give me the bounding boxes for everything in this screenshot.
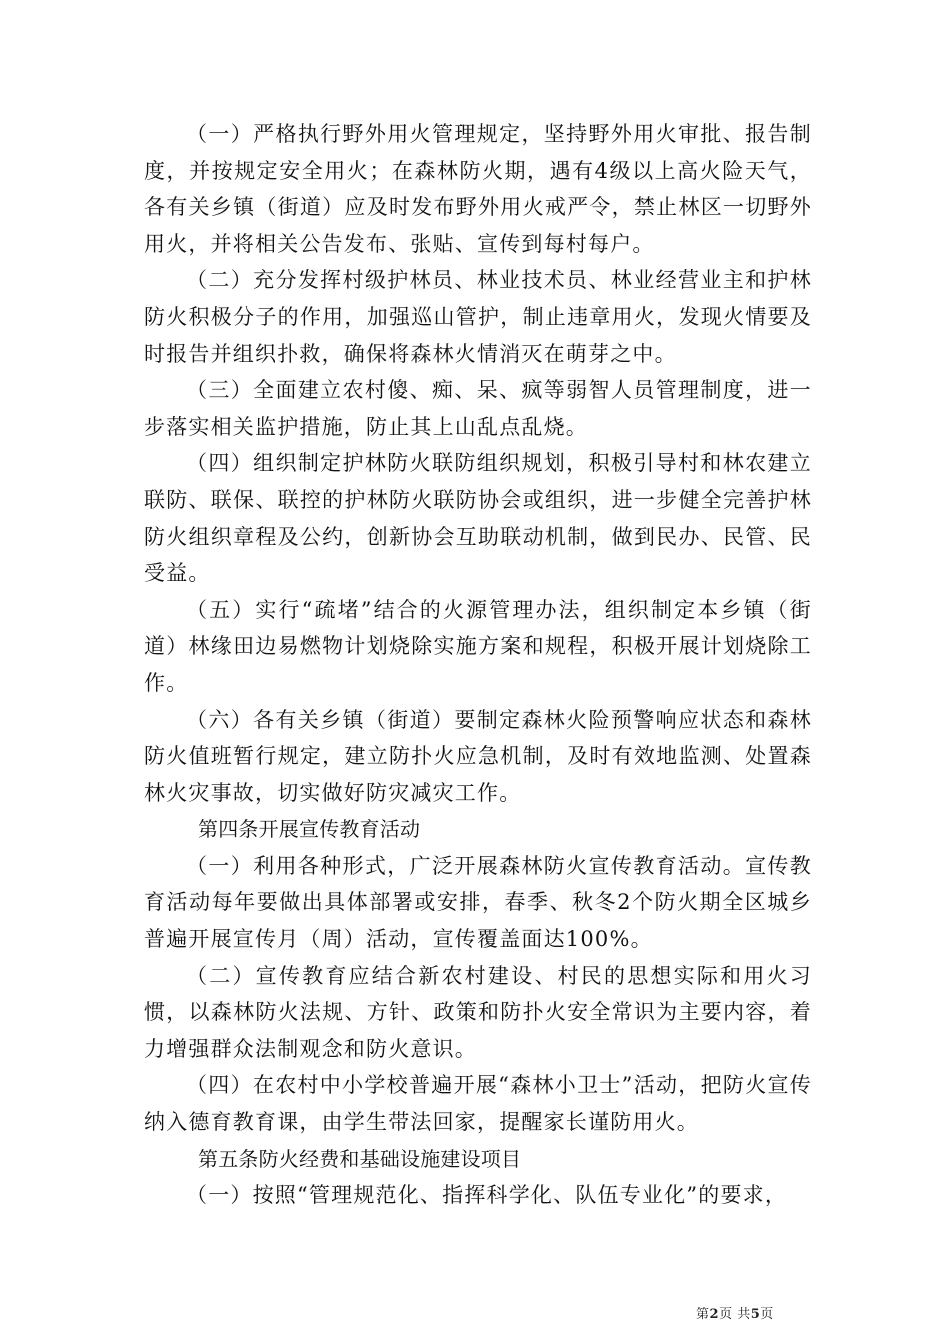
current-page-number: 2 [709, 1307, 720, 1322]
paragraph-joint-defense: （四）组织制定护林防火联防组织规划，积极引导村和林农建立联防、联保、联控的护林防火联防协会或组织，进一步健全完善护林防火组织章程及公约，创新协会互助联动机制，做到民办、民管、民受益。 [144, 451, 812, 586]
paragraph-fire-source-management: （五）实行“疏堵”结合的火源管理办法，组织制定本乡镇（街道）林缘田边易燃物计划烧除实施方案和规程，积极开展计划烧除工作。 [144, 597, 812, 695]
paragraph-guardianship: （三）全面建立农村傻、痴、呆、疯等弱智人员管理制度，进一步落实相关监护措施，防止其上山乱点乱烧。 [144, 378, 812, 439]
paragraph-school-program: （四）在农村中小学校普遍开展“森林小卫士”活动，把防火宣传纳入德育教育课，由学生带法回家，提醒家长谨防用火。 [144, 1073, 812, 1135]
section-heading-article-4: 第四条开展宣传教育活动 [198, 817, 421, 842]
section-heading-article-5: 第五条防火经费和基础设施建设项目 [198, 1146, 522, 1171]
paragraph-infrastructure-requirements: （一）按照“管理规范化、指挥科学化、队伍专业化”的要求， [186, 1183, 788, 1208]
footer-middle: 页 共 [719, 1307, 751, 1322]
footer-prefix: 第 [696, 1307, 710, 1322]
paragraph-fire-use-rules: （一）严格执行野外用火管理规定，坚持野外用火审批、报告制度，并按规定安全用火；在森林防火期，遇有4级以上高火险天气，各有关乡镇（街道）应及时发布野外用火戒严令，禁止林区一切野外用火，并将相关公告发布、张贴、宣传到每村每户。 [144, 122, 812, 256]
paragraph-forest-rangers: （二）充分发挥村级护林员、林业技术员、林业经营业主和护林防火积极分子的作用，加强巡山管护，制止违章用火，发现火情要及时报告并组织扑救，确保将森林火情消灭在萌芽之中。 [144, 268, 812, 366]
paragraph-publicity-content: （二）宣传教育应结合新农村建设、村民的思想实际和用火习惯，以森林防火法规、方针、政策和防扑火安全常识为主要内容，着力增强群众法制观念和防火意识。 [144, 963, 812, 1061]
paragraph-early-warning: （六）各有关乡镇（街道）要制定森林火险预警响应状态和森林防火值班暂行规定，建立防扑火应急机制，及时有效地监测、处置森林火灾事故，切实做好防灾减灾工作。 [144, 707, 812, 805]
document-body [144, 116, 812, 1214]
total-page-count: 5 [750, 1307, 761, 1322]
paragraph-publicity-activities: （一）利用各种形式，广泛开展森林防火宣传教育活动。宣传教育活动每年要做出具体部署或安排，春季、秋冬2个防火期全区城乡普遍开展宣传月（周）活动，宣传覆盖面达100%。 [144, 853, 812, 952]
page-number-footer [696, 1303, 774, 1322]
footer-suffix: 页 [760, 1307, 774, 1322]
